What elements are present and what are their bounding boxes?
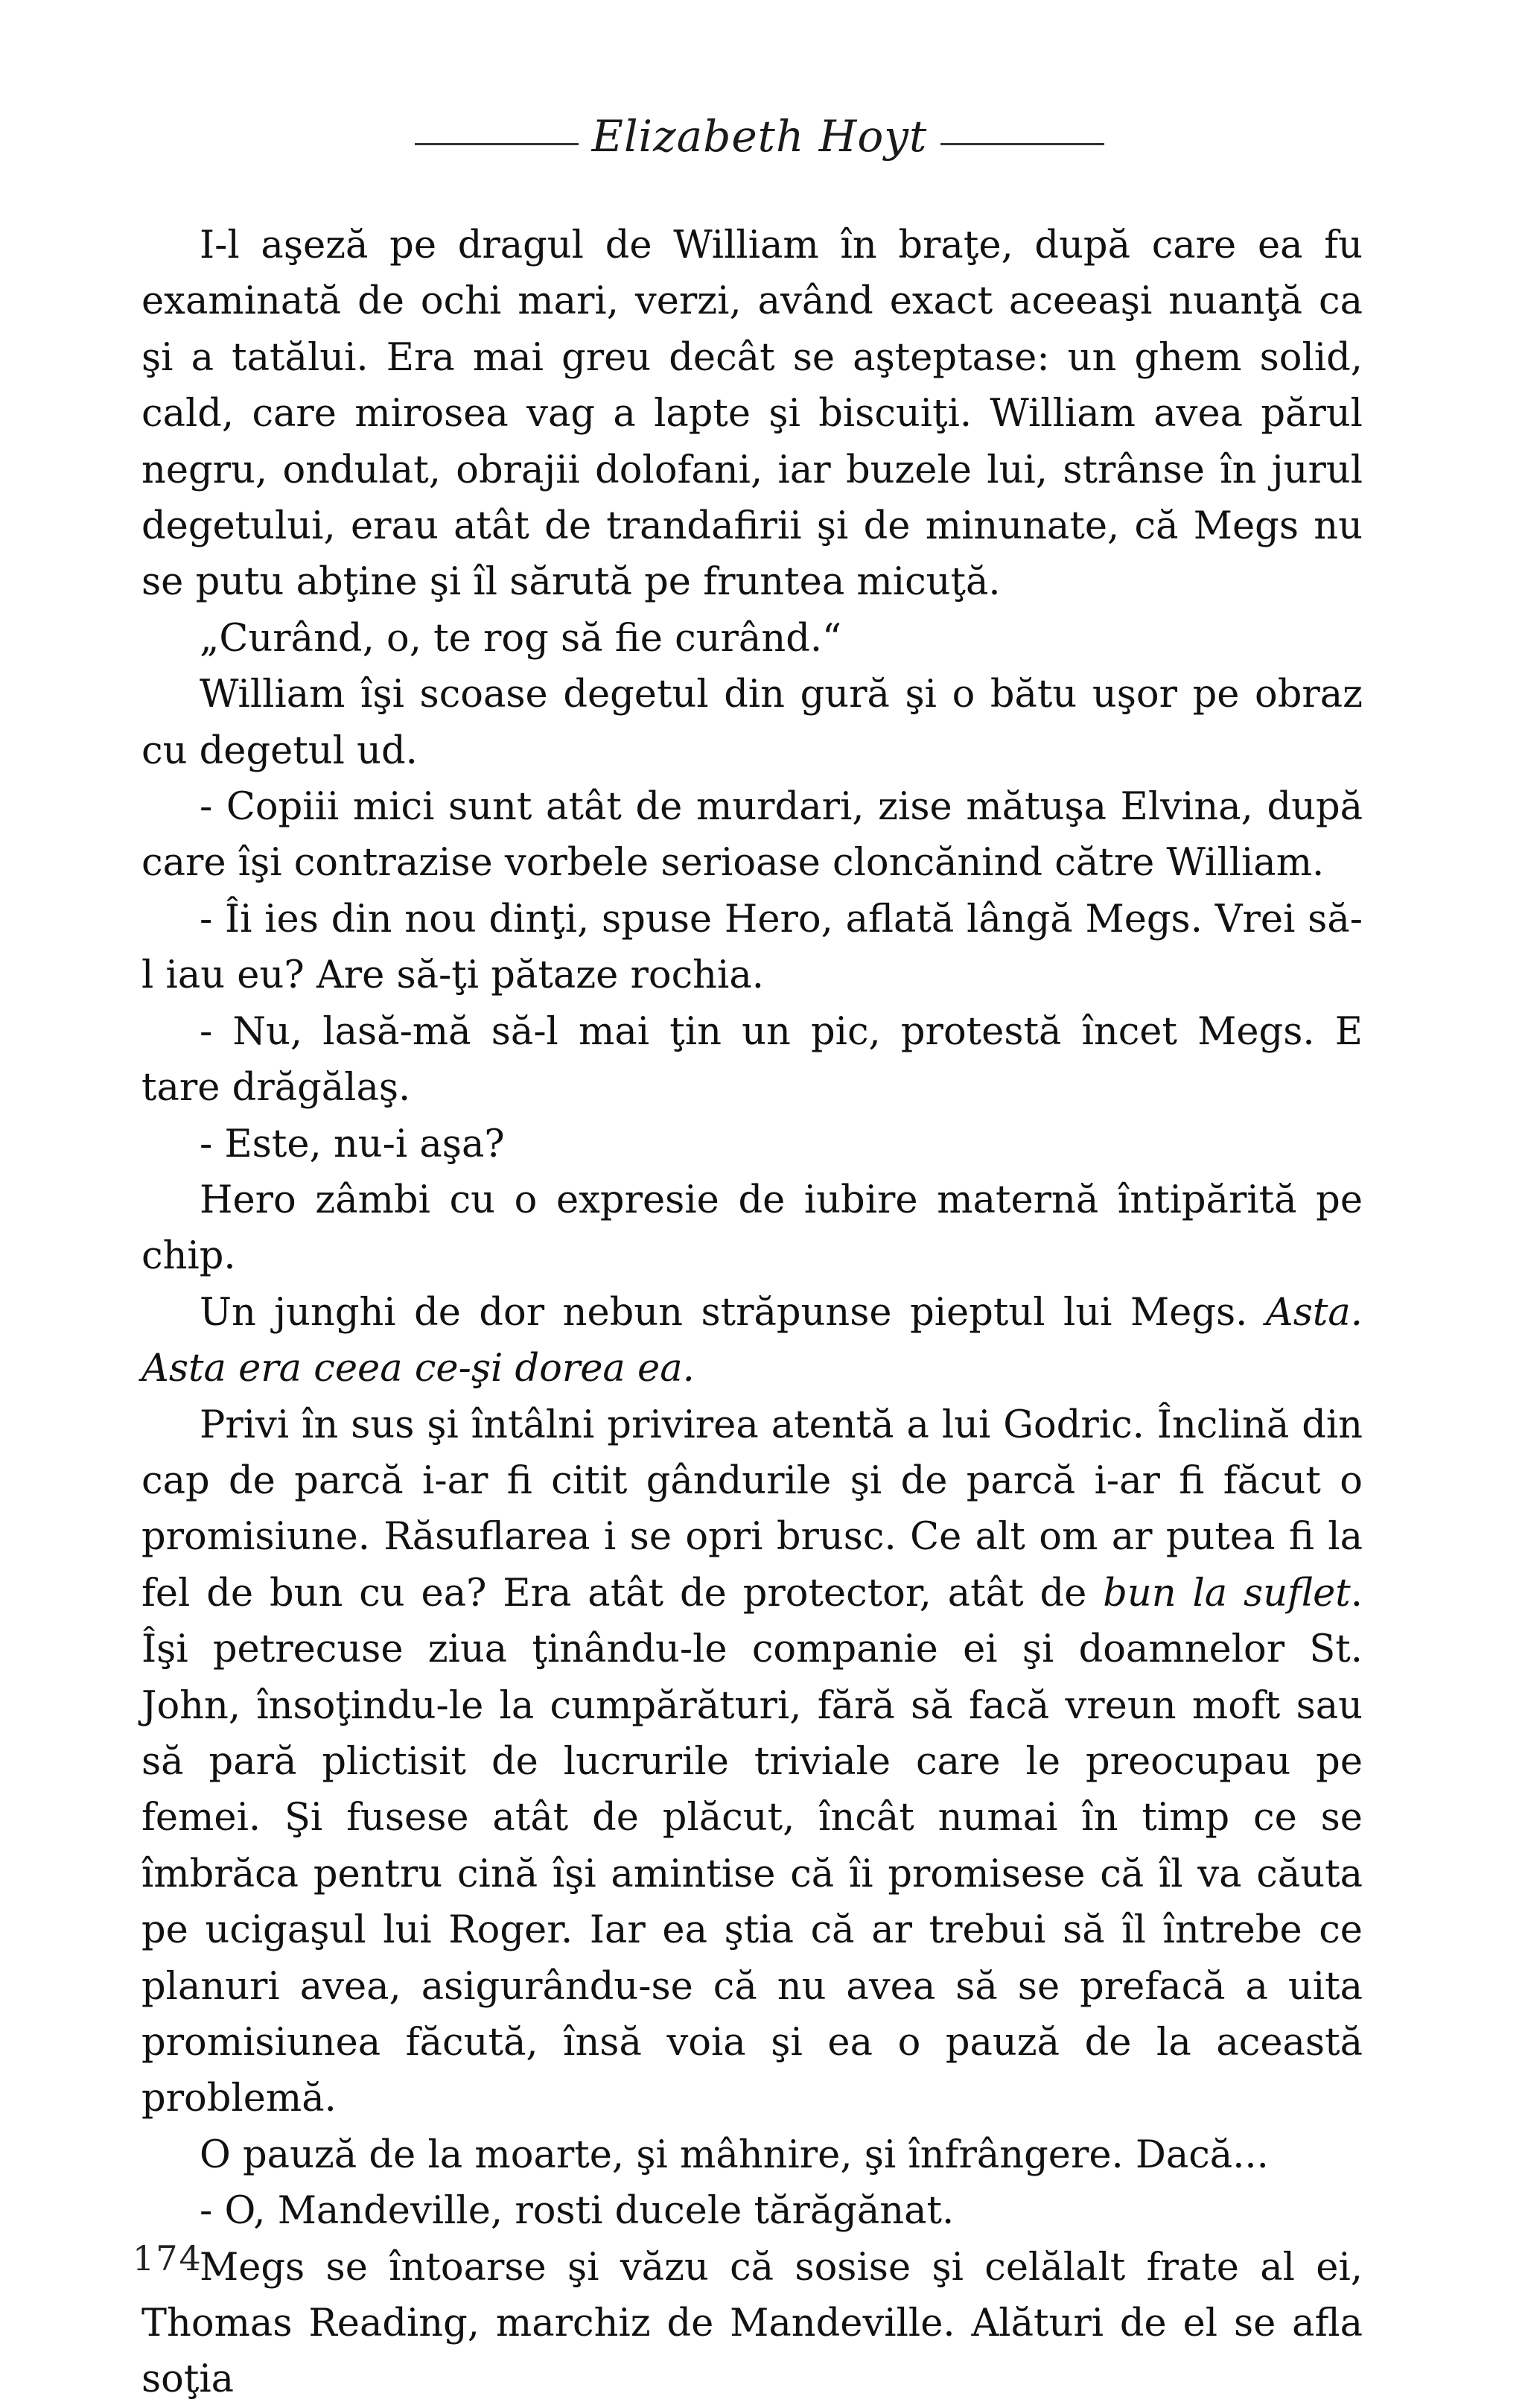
page-number: 174	[133, 2238, 203, 2278]
paragraph: Megs se întoarse şi văzu că sosise şi celălalt frate al ei, Thomas Reading, marchiz de Mandeville. Alături de el se afla soţia	[141, 2245, 1363, 2402]
running-title: Elizabeth Hoyt	[591, 111, 928, 162]
paragraph: - O, Mandeville, rosti ducele tărăgănat.	[200, 2189, 955, 2234]
running-header	[387, 103, 1132, 170]
italic-phrase: Asta. Asta era ceea ce-şi dorea ea.	[141, 1290, 1363, 1391]
paragraph: „Curând, o, te rog să fie curând.“	[200, 616, 842, 661]
paragraph: - Nu, lasă-mă să-l mai ţin un pic, protestă încet Megs. E tare drăgălaş.	[141, 1009, 1363, 1111]
paragraph: - Copiii mici sunt atât de murdari, zise mătuşa Elvina, după care îşi contrazise vorbele serioase cloncănind către William.	[141, 785, 1363, 886]
paragraph: William îşi scoase degetul din gură şi o bătu uşor pe obraz cu degetul ud.	[141, 673, 1363, 773]
paragraph-part: . Îşi petrecuse ziua ţinându-le companie ei şi doamnelor St. John, însoţindu-le la cumpărături, fără să facă vreun moft sau să pară plictisit de lucrurile triviale care le preocupau pe femei. Şi fusese atât de plăcut, încât numai în timp ce se îmbrăca pentru cină îşi amintise că îi promisese că îl va căuta pe ucigaşul lui Roger. Iar ea ştia că ar trebui să îl întrebe ce planuri avea, asigurându-se că nu avea să se prefacă a uita promisiunea făcută, însă voia şi ea o pauză de la această problemă.	[141, 1571, 1363, 2121]
header-rule-right	[940, 143, 1104, 145]
paragraph: Hero zâmbi cu o expresie de iubire maternă întipărită pe chip.	[141, 1178, 1363, 1279]
paragraph: I-l aşeză pe dragul de William în braţe, după care ea fu examinată de ochi mari, verzi, având exact aceeaşi nuanţă ca şi a tatălui. Era mai greu decât se aşteptase: un ghem solid, cald, care mirosea vag a lapte şi biscuiţi. William avea părul negru, ondulat, obrajii dolofani, iar buzele lui, strânse în jurul degetului, erau atât de trandafirii şi de minunate, că Megs nu se putu abţine şi îl sărută pe fruntea micuţă.	[141, 223, 1363, 605]
paragraph: - Îi ies din nou dinţi, spuse Hero, aflată lângă Megs. Vrei să-l iau eu? Are să-ţi pătaze rochia.	[141, 897, 1363, 998]
paragraph: O pauză de la moarte, şi mâhnire, şi înfrângere. Dacă...	[200, 2132, 1269, 2177]
header-rule-left	[415, 143, 579, 145]
paragraph-lead: Un junghi de dor nebun străpunse pieptul lui Megs.	[200, 1290, 1266, 1335]
paragraph: - Este, nu-i aşa?	[200, 1122, 505, 1166]
paragraph-with-italic	[141, 1397, 1363, 2127]
italic-phrase: bun la suflet	[1103, 1571, 1351, 1616]
paragraph-part: Privi în sus şi întâlni privirea atentă a lui Godric. Înclină din cap de parcă i-ar fi citit gândurile şi de parcă i-ar fi făcut o promisiune. Răsuflarea i se opri brusc. Ce alt om ar putea fi la fel de bun cu ea? Era atât de protector, atât de	[141, 1402, 1363, 1616]
paragraph-with-italic	[141, 1285, 1363, 1397]
